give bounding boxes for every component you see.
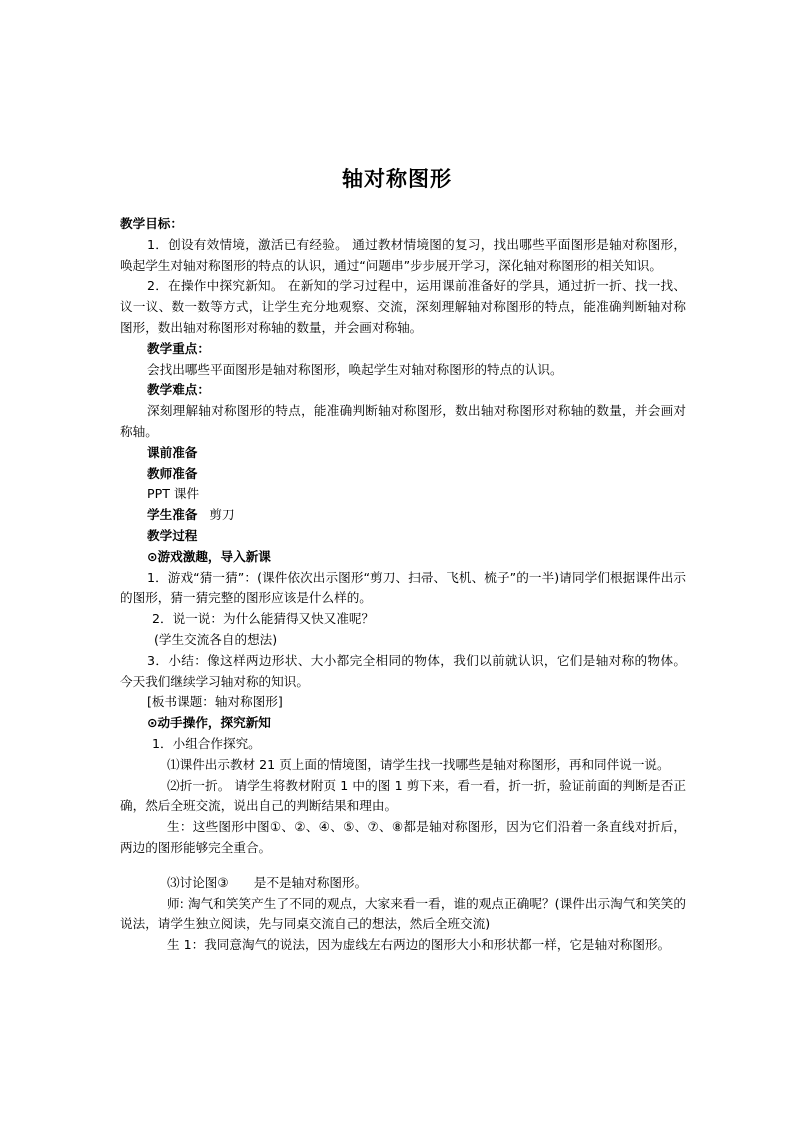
preparation-heading: 课前准备 (147, 444, 198, 460)
process-heading: 教学过程 (147, 527, 198, 543)
section-1-item-2: 2．说一说：为什么能猜得又快又准呢？ (152, 611, 375, 627)
section-2-heading: ⊙动手操作，探究新知 (147, 715, 271, 731)
objective-2: 2．在操作中探究新知。 在新知的学习过程中，运用课前准备好的学具，通过折一折、找一找、议一议、数一数等方式，让学生充分地观察、交流，深刻理解轴对称图形的特点，能准确判断轴对称图形，数出轴对称图形对称轴的数量，并会画对称轴。 (120, 278, 686, 335)
student-prep-heading: 学生准备 (147, 507, 198, 523)
teacher-prep-text: PPT 课件 (147, 486, 200, 502)
difficulty-text: 深刻理解轴对称图形的特点，能准确判断轴对称图形，数出轴对称图形对称轴的数量，并会画对称轴。 (120, 403, 686, 439)
section-2-item-1: 1．小组合作探究。 (152, 735, 261, 751)
difficulty-heading: 教学难点： (147, 382, 210, 398)
document-body (120, 214, 686, 956)
key-points-heading: 教学重点： (147, 340, 210, 356)
section-2-student-1: 生 1：我同意淘气的说法，因为虚线左右两边的图形大小和形状都一样，它是轴对称图形。 (167, 937, 671, 953)
page-title: 轴对称图形 (342, 167, 452, 191)
section-1-heading: ⊙游戏激趣，导入新课 (147, 548, 271, 564)
section-1-item-1: 1．游戏“猜一猜”：(课件依次出示图形“剪刀、扫帚、飞机、梳子”的一半)请同学们根据课件出示的图形，猜一猜完整的图形应该是什么样的。 (120, 569, 686, 606)
board-title: [板书课题：轴对称图形] (147, 694, 283, 710)
student-prep-line (120, 505, 686, 526)
teacher-prep-heading: 教师准备 (147, 465, 198, 481)
section-2-sub-3: ⑶讨论图③ 是不是轴对称图形。 (167, 874, 368, 890)
student-prep-text: 剪刀 (209, 507, 235, 523)
section-2-teacher: 师: 淘气和笑笑产生了不同的观点，大家来看一看，谁的观点正确呢？(课件出示淘气和笑笑的说法，请学生独立阅读，先与同桌交流自己的想法，然后全班交流) (120, 895, 686, 932)
spacer (120, 859, 686, 873)
objective-1: 1．创设有效情境，激活已有经验。 通过教材情境图的复习，找出哪些平面图形是轴对称图形，唤起学生对轴对称图形的特点的认识，通过“问题串”步步展开学习，深化轴对称图形的相关知识。 (120, 236, 686, 273)
section-2-sub-1: ⑴课件出示教材 21 页上面的情境图，请学生找一找哪些是轴对称图形，再和同伴说一说。 (167, 756, 670, 772)
section-2-student-answer: 生：这些图形中图①、②、④、⑤、⑦、⑧都是轴对称图形，因为它们沿着一条直线对折后，两边的图形能够完全重合。 (120, 819, 686, 855)
section-1-item-3: 3．小结：像这样两边形状、大小都完全相同的物体，我们以前就认识，它们是轴对称的物体。 今天我们继续学习轴对称的知识。 (120, 652, 686, 689)
key-points-text: 会找出哪些平面图形是轴对称图形，唤起学生对轴对称图形的特点的认识。 (147, 361, 563, 377)
section-1-item-2-note: (学生交流各自的想法) (154, 631, 278, 647)
section-2-sub-2: ⑵折一折。 请学生将教材附页 1 中的图 1 剪下来，看一看，折一折，验证前面的判断是否正确，然后全班交流，说出自己的判断结果和理由。 (120, 777, 686, 814)
objectives-heading: 教学目标： (120, 216, 183, 231)
